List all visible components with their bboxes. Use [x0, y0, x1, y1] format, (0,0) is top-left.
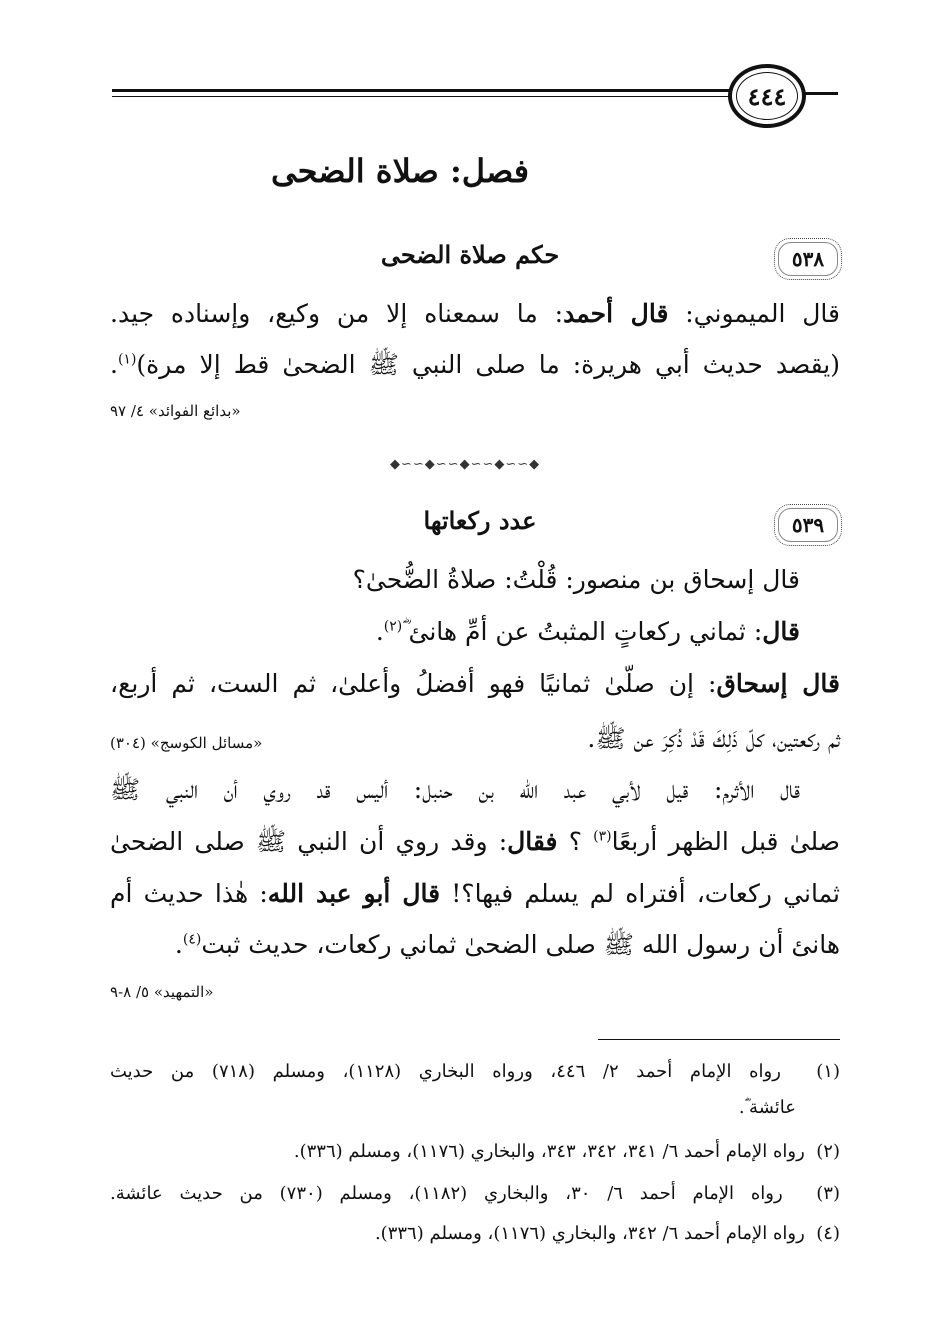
- paragraph-line: [110, 297, 840, 331]
- text-run: صلىٰ قبل الظهر أربعًا: [611, 827, 840, 856]
- text-run: : ثماني ركعاتٍ المثبتُ عن أمِّ هانئ ؓ: [402, 617, 763, 646]
- section-number-badge: ٥٣٨: [774, 238, 842, 280]
- footnote-text: رواه الإمام أحمد ٦/ ٣٤٢، والبخاري (١١٧٦)، ومسلم (٣٣٦).: [374, 1223, 805, 1244]
- section-title: حكم صلاة الضحى: [380, 240, 560, 269]
- text-run: .: [375, 617, 384, 646]
- footnote: [110, 1220, 840, 1248]
- footnote-ref: (١): [117, 351, 137, 368]
- text-run: ثم ركعتين، كلّ ذَلِكَ قَدْ ذُكِرَ عن ﷺ.: [587, 724, 840, 753]
- section-title: عدد ركعاتها: [423, 506, 537, 535]
- text-run: قال الأثرم: قيل لأبي عبد الله بن حنبل: أليس قد روي أن النبي ﷺ: [110, 775, 800, 804]
- footnote-number: (٤): [816, 1223, 840, 1244]
- paragraph-line: [110, 348, 840, 382]
- footnote-continuation: [110, 1094, 840, 1122]
- paragraph-line: [110, 825, 840, 859]
- footnote-number: (٣): [816, 1183, 840, 1204]
- footnote-text: عائشة ؓ.: [738, 1097, 796, 1118]
- text-run: .: [110, 350, 118, 379]
- chapter-title: فصل: صلاة الضحى: [270, 152, 530, 190]
- source-citation: «التمهيد» ٥/ ٨-٩: [110, 983, 214, 1001]
- footnote-number: (١): [816, 1061, 840, 1082]
- text-run: : ما سمعناه إلا من وكيع، وإسناده جيد.: [110, 299, 564, 328]
- speaker-name: فقال: [507, 827, 558, 856]
- footnote-separator: [598, 1039, 840, 1040]
- speaker-name: قال أبو عبد الله: [267, 879, 441, 908]
- paragraph-line: [110, 667, 840, 701]
- text-run: قال الميموني:: [668, 299, 840, 328]
- footnote-number: (٢): [816, 1141, 840, 1162]
- paragraph-line: [110, 877, 840, 911]
- footnote-text: رواه الإمام أحمد ٦/ ٣٠، والبخاري (١١٨٢)، ومسلم (٧٣٠) من حديث عائشة.: [110, 1183, 783, 1204]
- text-run: قال إسحاق بن منصور: قُلْتُ: صلاةُ الضُّحىٰ؟: [352, 565, 800, 594]
- paragraph-line: [110, 928, 840, 962]
- text-run: (يقصد حديث أبي هريرة: ما صلى النبي ﷺ الضحىٰ قط إلا مرة): [136, 350, 840, 379]
- text-run: .: [174, 930, 183, 959]
- text-run: : هٰذا حديث أم: [110, 879, 268, 908]
- footnote: [110, 1138, 840, 1166]
- text-run: : إن صلّىٰ ثمانيًا فهو أفضلُ وأعلىٰ، ثم الست، ثم أربع،: [110, 669, 717, 698]
- footnote: [110, 1058, 840, 1086]
- speaker-name: قال: [762, 617, 800, 646]
- footnote-ref: (٢): [383, 618, 403, 635]
- page-number: ٤٤٤: [728, 64, 806, 128]
- text-run: هانئ أن رسول الله ﷺ صلى الضحىٰ ثماني ركعات، حديث ثبت: [201, 930, 840, 959]
- speaker-name: قال إسحاق: [716, 669, 841, 698]
- section-divider-ornament: ◆∽∽◆∽∽◆∽∽◆∽∽◆: [390, 457, 540, 471]
- source-citation: «مسائل الكوسج» (٣٠٤): [110, 734, 263, 752]
- source-citation: «بدائع الفوائد» ٤/ ٩٧: [110, 402, 241, 420]
- footnote-ref: (٤): [182, 931, 202, 948]
- text-run: : وقد روي أن النبي ﷺ صلى الضحىٰ: [110, 827, 508, 856]
- paragraph-line: [110, 773, 840, 807]
- paragraph-line: [110, 563, 840, 597]
- header-rule-top: [112, 89, 732, 92]
- section-number-badge: ٥٣٩: [774, 504, 842, 546]
- text-run: ؟: [557, 827, 594, 856]
- text-run: ثماني ركعات، أفتراه لم يسلم فيها؟!: [440, 879, 840, 908]
- footnote-text: رواه الإمام أحمد ٦/ ٣٤١، ٣٤٢، ٣٤٣، والبخاري (١١٧٦)، ومسلم (٣٣٦).: [293, 1141, 805, 1162]
- speaker-name: قال أحمد: [563, 299, 669, 328]
- footnote-ref: (٣): [593, 828, 612, 845]
- header-rule-bottom: [112, 96, 732, 97]
- footnote: [110, 1180, 840, 1208]
- footnote-text: رواه الإمام أحمد ٢/ ٤٤٦، ورواه البخاري (١١٢٨)، ومسلم (٧١٨) من حديث: [110, 1061, 781, 1082]
- paragraph-line: [110, 615, 840, 649]
